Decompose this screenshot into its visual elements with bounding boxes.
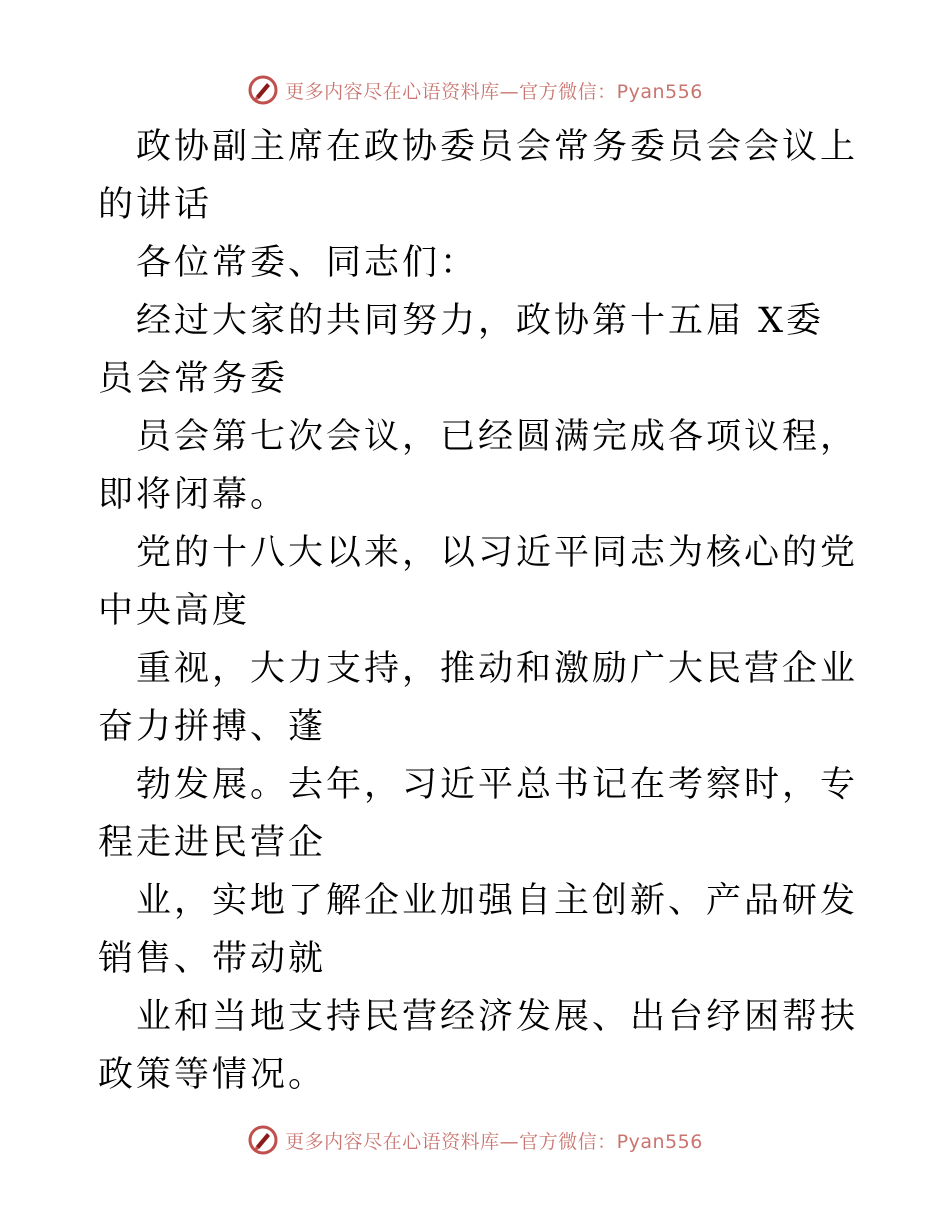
paragraph: 员会第七次会议，已经圆满完成各项议程，即将闭幕。: [98, 417, 859, 515]
pen-logo-icon: [247, 1124, 279, 1156]
header-watermark: [0, 70, 950, 110]
paragraph: 业，实地了解企业加强自主创新、产品研发销售、带动就: [98, 881, 859, 979]
document-body: [98, 118, 858, 1104]
watermark-text: 更多内容尽在心语资料库—官方微信：Pyan556: [285, 80, 703, 103]
paragraph: 重视，大力支持，推动和激励广大民营企业奋力拼搏、蓬: [98, 649, 859, 747]
pen-logo-icon: [247, 74, 279, 106]
document-title: 政协副主席在政协委员会常务委员会会议上的讲话: [98, 127, 859, 225]
watermark-text: 更多内容尽在心语资料库—官方微信：Pyan556: [285, 1130, 703, 1153]
salutation: 各位常委、同志们：: [136, 243, 479, 283]
footer-watermark: [0, 1120, 950, 1160]
paragraph: 党的十八大以来，以习近平同志为核心的党中央高度: [98, 533, 859, 631]
paragraph: 经过大家的共同努力，政协第十五届 X委员会常务委: [98, 301, 825, 399]
paragraph: 勃发展。去年，习近平总书记在考察时，专程走进民营企: [98, 765, 859, 863]
paragraph: 业和当地支持民营经济发展、出台纾困帮扶政策等情况。: [98, 997, 859, 1095]
